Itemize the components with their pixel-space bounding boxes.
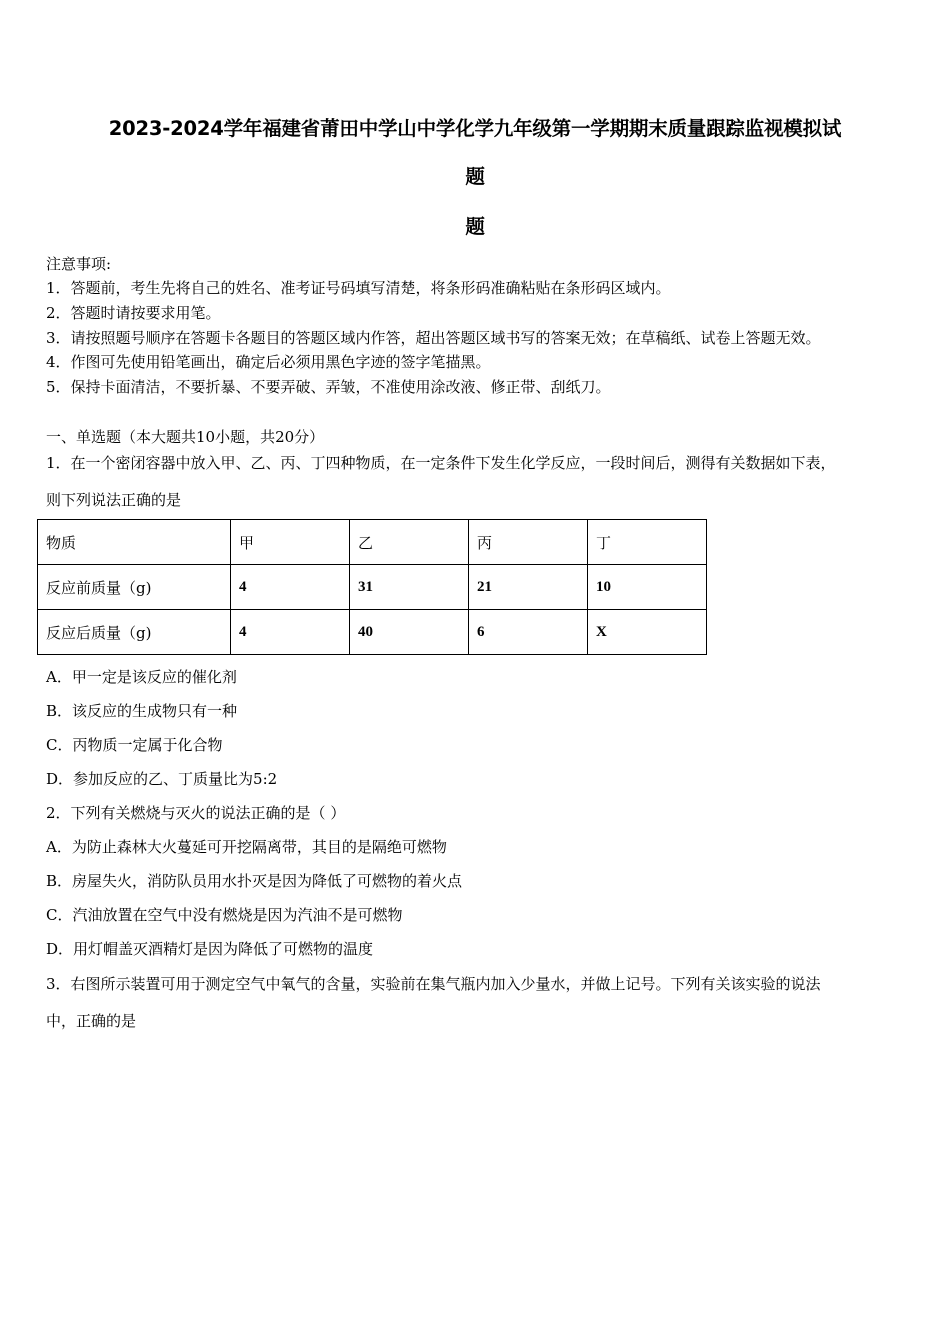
table-row [38, 610, 707, 655]
table-row-label: 反应后质量（g) [38, 610, 231, 655]
question-2-stem: 2．下列有关燃烧与灭火的说法正确的是（ ） [46, 804, 346, 822]
question-1-option-a: A．甲一定是该反应的催化剂 [46, 668, 237, 686]
table-header-cell: 乙 [350, 520, 469, 565]
table-cell: 6 [469, 610, 588, 655]
table-cell: 40 [350, 610, 469, 655]
table-header-cell: 物质 [38, 520, 231, 565]
question-2-option-a: A．为防止森林大火蔓延可开挖隔离带，其目的是隔绝可燃物 [46, 838, 447, 856]
question-3-stem-continued: 中，正确的是 [46, 1012, 137, 1030]
mass-data-table [37, 519, 707, 655]
notice-item: 2．答题时请按要求用笔。 [46, 304, 221, 322]
question-3-stem: 3．右图所示装置可用于测定空气中氧气的含量，实验前在集气瓶内加入少量水，并做上记号。下列有关该实验的说法 [46, 975, 821, 993]
table-cell: 10 [588, 565, 707, 610]
table-header-cell: 丁 [588, 520, 707, 565]
question-2-option-c: C．汽油放置在空气中没有燃烧是因为汽油不是可燃物 [46, 906, 403, 924]
question-1-option-b: B．该反应的生成物只有一种 [46, 702, 238, 720]
table-header-cell: 丙 [469, 520, 588, 565]
table-cell: 4 [231, 565, 350, 610]
table-cell: 4 [231, 610, 350, 655]
table-cell: 21 [469, 565, 588, 610]
notice-item: 1．答题前，考生先将自己的姓名、准考证号码填写清楚，将条形码准确粘贴在条形码区域内。 [46, 279, 671, 297]
section-heading: 一、单选题（本大题共10小题，共20分） [46, 428, 325, 446]
question-2-option-d: D．用灯帽盖灭酒精灯是因为降低了可燃物的温度 [46, 940, 374, 958]
question-1-option-d: D．参加反应的乙、丁质量比为5:2 [46, 770, 278, 788]
notice-item: 5．保持卡面清洁，不要折暴、不要弄破、弄皱，不准使用涂改液、修正带、刮纸刀。 [46, 378, 611, 396]
question-1-option-c: C．丙物质一定属于化合物 [46, 736, 223, 754]
table-row [38, 565, 707, 610]
notice-item: 3．请按照题号顺序在答题卡各题目的答题区域内作答，超出答题区域书写的答案无效；在草稿纸、试卷上答题无效。 [46, 329, 821, 347]
question-1-stem-continued: 则下列说法正确的是 [46, 491, 182, 509]
table-cell: X [588, 610, 707, 655]
exam-title-line-3: 题 [465, 215, 485, 238]
notice-item: 4．作图可先使用铅笔画出，确定后必须用黑色字迹的签字笔描黑。 [46, 353, 491, 371]
table-cell: 31 [350, 565, 469, 610]
exam-title-line-2: 题 [465, 165, 485, 188]
table-row-label: 反应前质量（g) [38, 565, 231, 610]
table-header-cell: 甲 [231, 520, 350, 565]
exam-title-line-1: 2023-2024学年福建省莆田中学山中学化学九年级第一学期期末质量跟踪监视模拟试 [108, 117, 842, 140]
question-2-option-b: B．房屋失火，消防队员用水扑灭是因为降低了可燃物的着火点 [46, 872, 463, 890]
question-1-stem: 1．在一个密闭容器中放入甲、乙、丙、丁四种物质，在一定条件下发生化学反应，一段时间后，测得有关数据如下表， [46, 454, 836, 472]
table-header-row [38, 520, 707, 565]
notice-heading: 注意事项: [46, 255, 112, 273]
